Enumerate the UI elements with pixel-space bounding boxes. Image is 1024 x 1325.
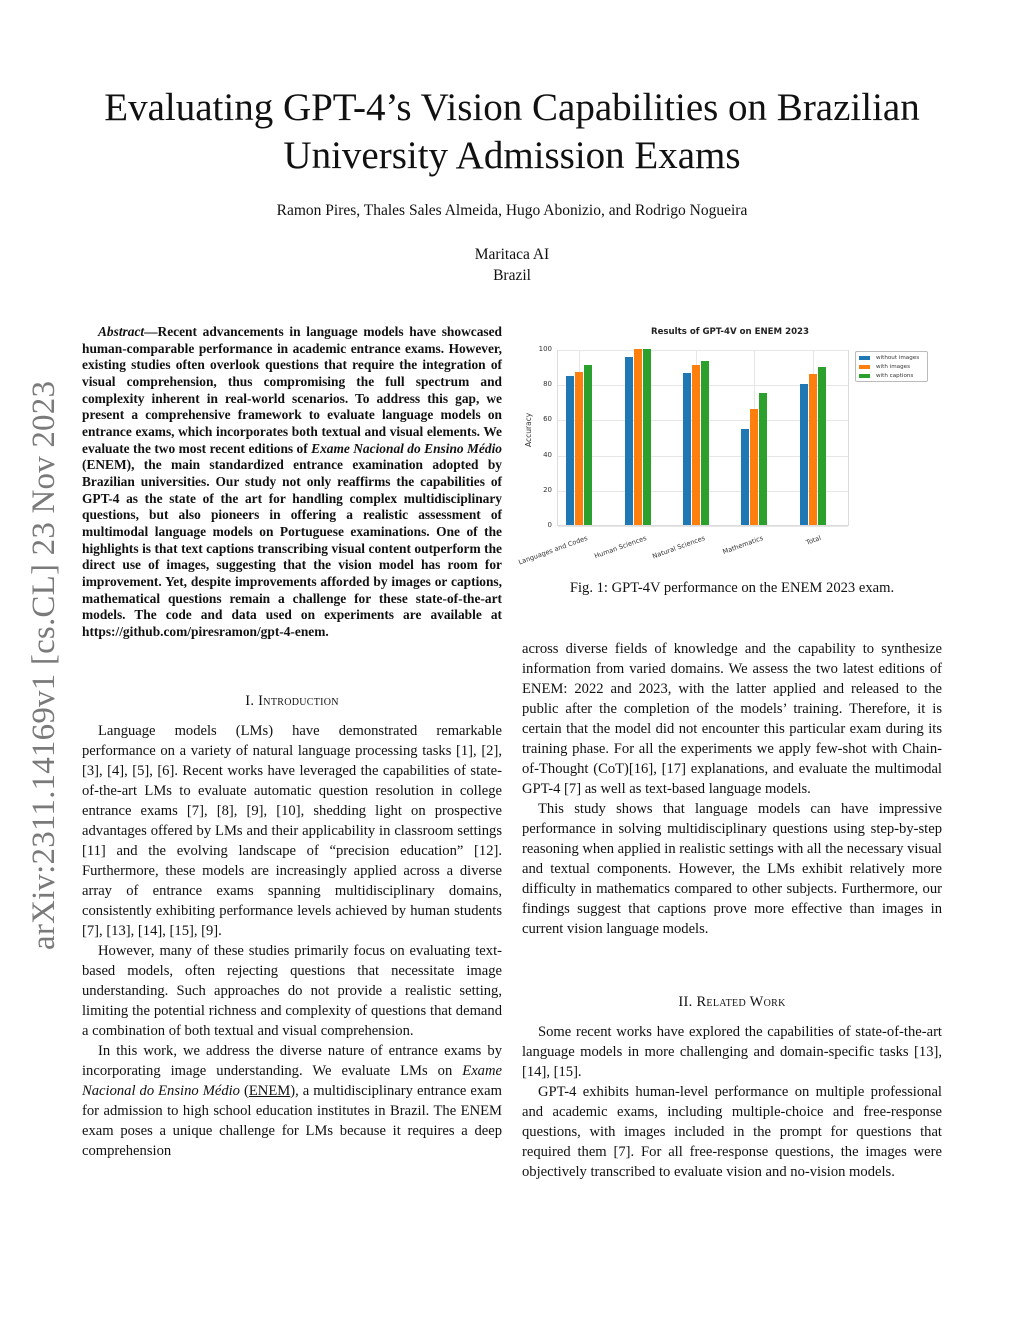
bar-with-captions: [701, 361, 709, 525]
legend-label: with captions: [876, 372, 914, 379]
legend-swatch: [859, 374, 870, 378]
chart-legend: [855, 351, 928, 382]
related-work-body: [522, 1022, 942, 1182]
bar-without-images: [683, 373, 691, 525]
x-tick-label: Natural Sciences: [650, 534, 706, 561]
bar-without-images: [741, 429, 749, 525]
intro-paragraph-1: Language models (LMs) have demonstrated remarkable performance on a variety of natural language processing tasks [1], [2], [3], [4], [5], [6]. Recent works have leveraged the capabilities of state-of-the-art LMs to evaluate automatic question resolution in college entrance exams [7], [8], [9], [10], shedding light on prospective advantages offered by LMs and their applicability in classroom settings [11] and the evolving landscape of “precision education” [12]. Furthermore, these models are increasingly applied across a diverse array of entrance exams spanning multidisciplinary domains, consistently exhibiting performance levels achieved by human students [7], [13], [14], [15], [9].: [82, 723, 502, 939]
y-tick-label: 100: [538, 345, 552, 353]
bar-with-captions: [643, 349, 651, 525]
bar-with-images: [634, 349, 642, 525]
introduction-body-left: [82, 721, 502, 1161]
bar-with-images: [692, 365, 700, 525]
bar-without-images: [625, 357, 633, 525]
section-heading-related-work: II. Related Work: [678, 994, 786, 1010]
affiliation-org: Maritaca AI: [474, 246, 550, 263]
paper-title: [60, 84, 964, 180]
abstract-text-1: Recent advancements in language models have showcased human-comparable performance in academic entrance exams. However, existing studies often overlook questions that require the integration of visual comprehension, thus compromising the full spectrum and complexity inherent in real-world scenarios. To address this gap, we present a comprehensive framework to evaluate language models on entrance exams, which incorporates both textual and visual elements. We evaluate the two most recent editions of: [82, 324, 502, 456]
abstract-text-2: (ENEM), the main standardized entrance examination adopted by Brazilian universities. Our study not only reaffirms the capabilities of GPT-4 as the state of the art for handling complex multidisciplinary questions, but also pioneers in offering a realistic assessment of multimodal language models on Portuguese examinations. One of the highlights is that text captions transcribing visual content outperform the direct use of images, suggesting that the vision model has room for improvement. Yet, despite improvements afforded by images or captions, mathematical questions remain a challenge for these state-of-the-art models. The code and data used on experiments are available at https://github.com/piresramon/gpt-4-enem.: [82, 457, 502, 639]
enem-link[interactable]: ENEM: [248, 1083, 291, 1099]
introduction-body-right: [522, 639, 942, 939]
intro-p3-text-1: In this work, we address the diverse nature of entrance exams by incorporating image understanding. We evaluate LMs on: [82, 1043, 502, 1079]
grid-line: [558, 350, 848, 351]
legend-item: [859, 362, 924, 371]
x-tick-label: Human Sciences: [593, 534, 648, 561]
intro-paragraph-4: across diverse fields of knowledge and the capability to synthesize information from varied domains. We assess the two latest editions of ENEM: 2022 and 2023, with the latter applied and released to the public after the completion of the models’ training. Therefore, it is certain that the model did not encounter this particular exam during its training phase. For all the experiments we apply few-shot with Chain-of-Thought (CoT)[16], [17] explanations, and evaluate the multimodal GPT-4 [7] as well as text-based language models.: [522, 641, 942, 797]
author-list: Ramon Pires, Thales Sales Almeida, Hugo Abonizio, and Rodrigo Nogueira: [276, 202, 748, 219]
bar-with-images: [575, 372, 583, 525]
intro-p3-text-2: ), a multidisciplinary entrance exam for admission to high school education institutes in Brazil. The ENEM exam poses a unique challenge for LMs because it requires a deep comprehension: [82, 1083, 503, 1159]
bar-with-images: [750, 409, 758, 525]
affiliation: [60, 244, 964, 286]
arxiv-stamp: arXiv:2311.14169v1 [cs.CL] 23 Nov 2023: [26, 380, 62, 950]
section-heading-introduction: I. Introduction: [245, 693, 339, 709]
title-line-2: University Admission Exams: [283, 134, 741, 177]
affiliation-country: Brazil: [493, 267, 531, 284]
intro-p3-exam-name: Exame Nacional do Ensino Médio: [82, 1063, 502, 1099]
x-tick-label: Languages and Codes: [517, 534, 589, 567]
bar-with-captions: [818, 367, 826, 525]
x-tick-label: Mathematics: [721, 534, 765, 557]
legend-item: [859, 353, 924, 362]
figure-caption: Fig. 1: GPT-4V performance on the ENEM 2023 exam.: [569, 580, 895, 596]
related-paragraph-1: Some recent works have explored the capabilities of state-of-the-art language models in more challenging and domain-specific tasks [13], [14], [15].: [522, 1024, 942, 1080]
y-tick-label: 0: [547, 521, 552, 529]
abstract-exam-name: Exame Nacional do Ensino Médio: [311, 440, 502, 456]
bar-with-captions: [759, 393, 767, 525]
legend-label: with images: [876, 363, 910, 370]
grid-line: [558, 526, 848, 527]
chart-title: Results of GPT-4V on ENEM 2023: [650, 327, 810, 337]
legend-item: [859, 371, 924, 380]
title-line-1: Evaluating GPT-4’s Vision Capabilities on Brazilian: [104, 86, 920, 129]
bar-without-images: [800, 384, 808, 525]
y-tick-label: 20: [543, 485, 552, 494]
plot-area: [557, 350, 849, 526]
bar-with-captions: [584, 365, 592, 525]
y-tick-label: 40: [543, 450, 552, 459]
intro-paragraph-5: This study shows that language models can have impressive performance in solving multidisciplinary questions using step-by-step reasoning when applied in realistic settings with all the necessary visual and textual components. However, the LMs exhibit relatively more difficulty in mathematics compared to other subjects. Furthermore, our findings suggest that captions prove more effective than images in current vision language models.: [522, 801, 942, 937]
abstract-dash: —: [144, 324, 158, 339]
abstract: [82, 324, 502, 640]
y-axis-label: Accuracy: [524, 412, 533, 447]
x-tick-label: Total: [805, 534, 823, 547]
intro-p3-paren: (: [239, 1083, 249, 1099]
bar-without-images: [566, 376, 574, 525]
y-tick-label: 60: [543, 415, 552, 424]
legend-label: without images: [876, 354, 920, 361]
legend-swatch: [859, 356, 870, 360]
intro-paragraph-3: [82, 1041, 502, 1161]
legend-swatch: [859, 365, 870, 369]
bar-with-images: [809, 374, 817, 525]
y-tick-label: 80: [543, 380, 552, 389]
abstract-label: Abstract: [98, 324, 145, 339]
intro-paragraph-2: However, many of these studies primarily focus on evaluating text-based models, often rejecting questions that necessitate image understanding. Such approaches do not provide a realistic setting, limiting the potential richness and complexity of questions that demand a combination of both textual and visual comprehension.: [82, 943, 502, 1039]
related-paragraph-2: GPT-4 exhibits human-level performance on multiple professional and academic exams, including multiple-choice and free-response questions, with images included in the prompt for questions that required them [7]. For all free-response questions, the images were objectively transcribed to evaluate vision and no-vision models.: [522, 1084, 942, 1180]
bar-chart: [517, 322, 940, 572]
